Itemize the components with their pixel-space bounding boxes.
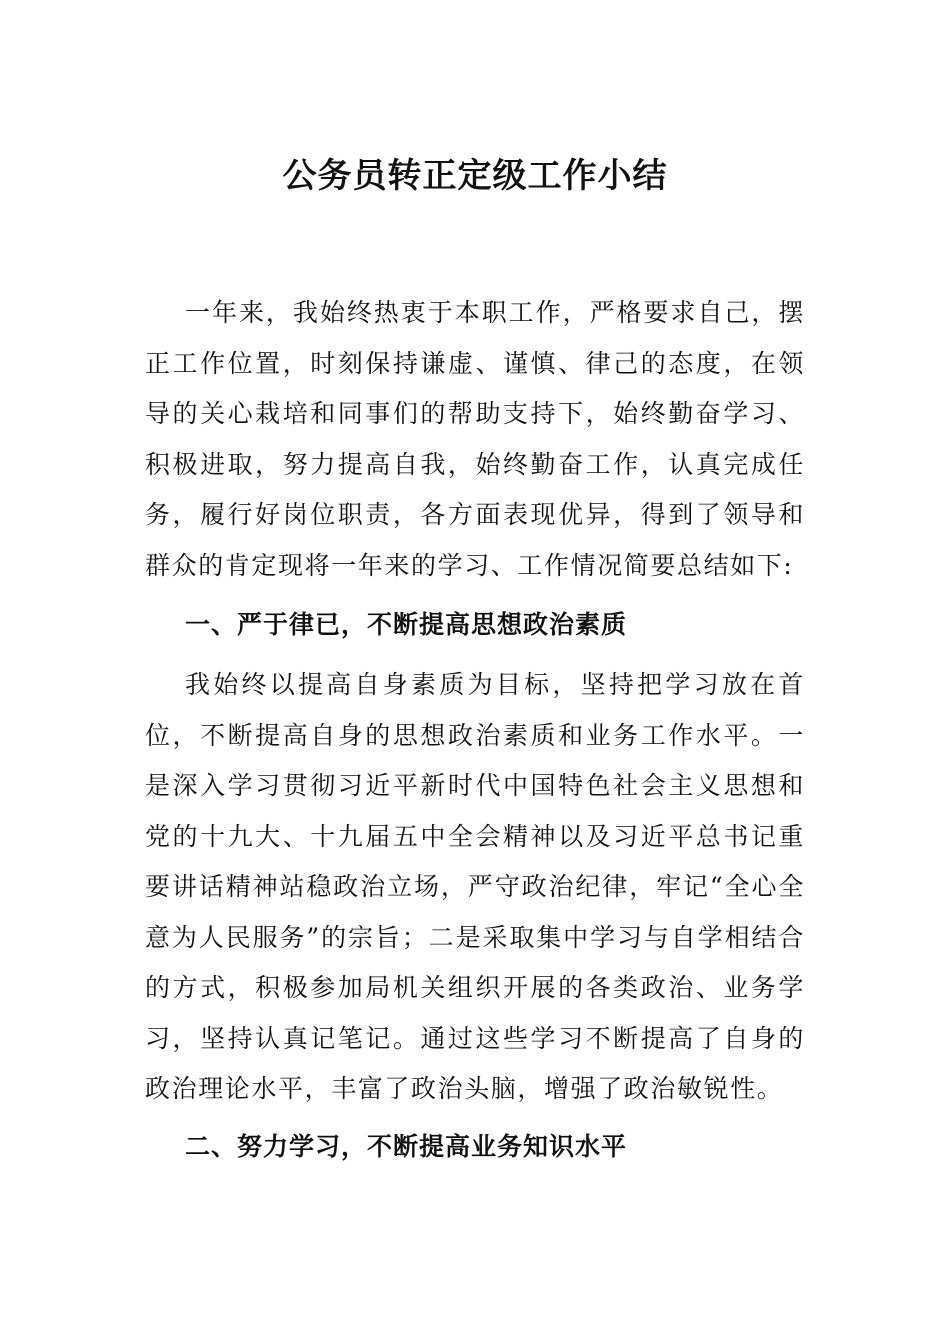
- document-title: 公务员转正定级工作小结: [282, 156, 668, 196]
- section-1-paragraph: 我始终以提高自身素质为目标，坚持把学习放在首位，不断提高自身的思想政治素质和业务工作水平。一是深入学习贯彻习近平新时代中国特色社会主义思想和党的十九大、十九届五中全会精神以及习近平总书记重要讲话精神站稳政治立场，严守政治纪律，牢记“全心全意为人民服务”的宗旨；二是采取集中学习与自学相结合的方式，积极参加局机关组织开展的各类政治、业务学习，坚持认真记笔记。通过这些学习不断提高了自身的政治理论水平，丰富了政治头脑，增强了政治敏锐性。: [145, 670, 805, 1103]
- section-heading-2: 二、努力学习，不断提高业务知识水平: [185, 1132, 628, 1161]
- section-heading-1: 一、严于律已，不断提高思想政治素质: [185, 610, 628, 639]
- intro-paragraph: 一年来，我始终热衷于本职工作，严格要求自己，摆正工作位置，时刻保持谦虚、谨慎、律己的态度，在领导的关心栽培和同事们的帮助支持下，始终勤奋学习、积极进取，努力提高自我，始终勤奋工作，认真完成任务，履行好岗位职责，各方面表现优异，得到了领导和群众的肯定现将一年来的学习、工作情况简要总结如下:: [145, 298, 805, 580]
